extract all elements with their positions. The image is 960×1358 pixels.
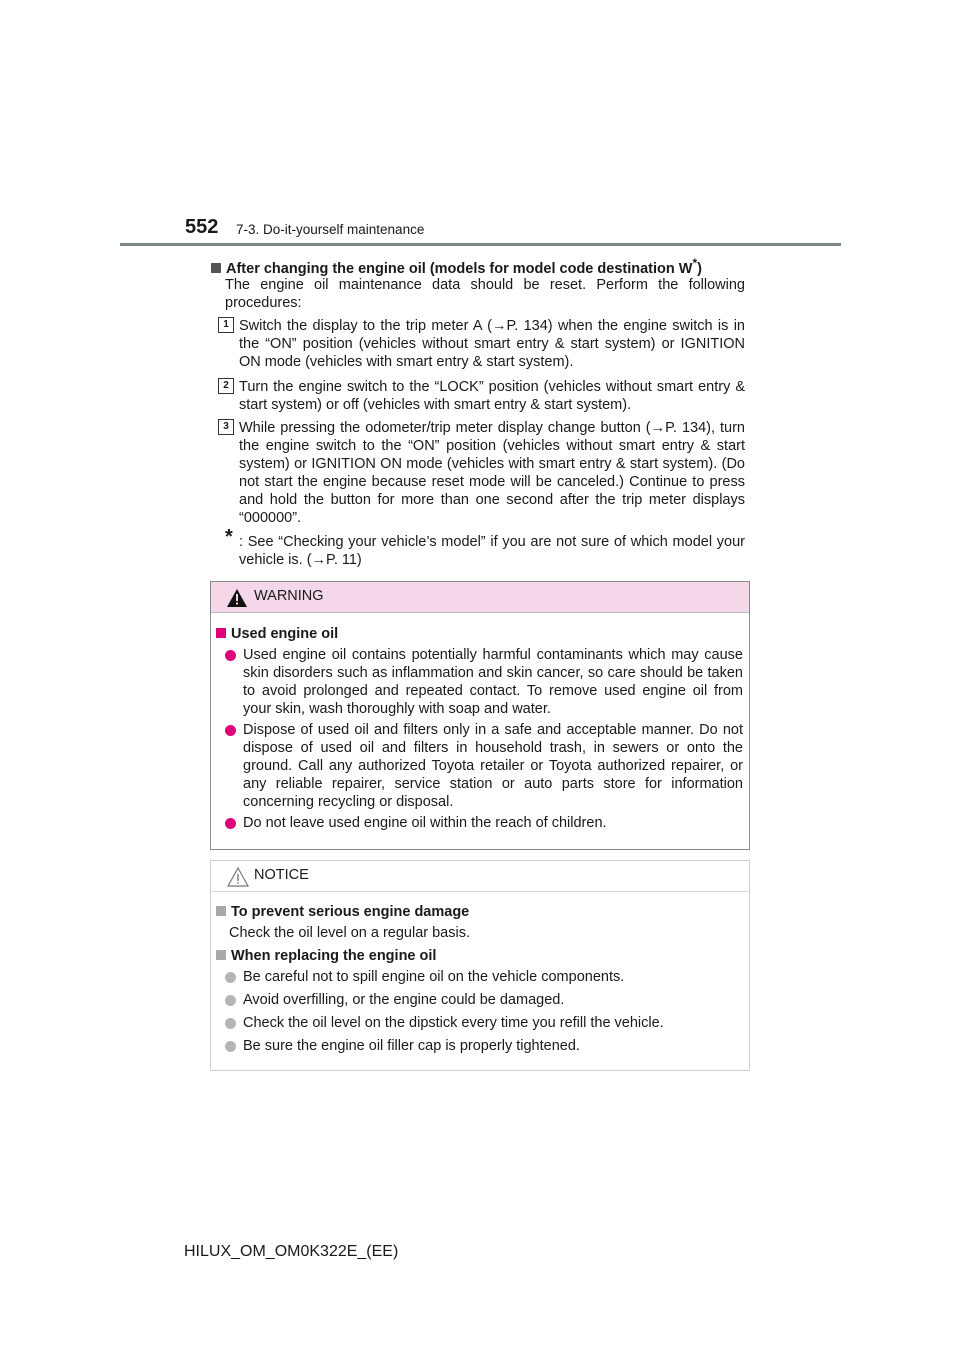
section-title: 7-3. Do-it-yourself maintenance	[236, 222, 425, 237]
document-code: HILUX_OM_OM0K322E_(EE)	[184, 1243, 399, 1260]
warning-heading-text: Used engine oil	[231, 626, 339, 642]
notice-header	[211, 861, 749, 892]
notice-heading-1-text: To prevent serious engine damage	[231, 904, 470, 920]
heading-footnote-mark: *	[692, 256, 698, 270]
notice-text-1: Check the oil level on a regular basis.	[229, 925, 470, 941]
notice-square-icon	[216, 950, 226, 960]
notice-bullet-1: Be careful not to spill engine oil on the vehicle components.	[243, 969, 625, 985]
step-1-text: Switch the display to the trip meter A (→P. 134) when the engine switch is in the “ON” position (vehicles without smart entry & start system) or IGNITION ON mode (vehicles with smart entry & start system).	[239, 318, 745, 370]
bullet-icon	[225, 725, 236, 736]
warning-bullet-3: Do not leave used engine oil within the reach of children.	[243, 815, 607, 831]
warning-triangle-icon	[227, 589, 247, 607]
warning-box	[210, 581, 750, 850]
notice-triangle-icon	[227, 867, 249, 887]
warning-heading	[216, 626, 338, 642]
notice-heading-1	[216, 904, 469, 920]
page-number: 552	[185, 216, 219, 238]
notice-heading-2-text: When replacing the engine oil	[231, 948, 437, 964]
procedure-heading	[211, 256, 771, 277]
step-2-number: 2	[218, 378, 234, 394]
heading-close: )	[697, 260, 702, 277]
notice-bullet-2: Avoid overfilling, or the engine could be damaged.	[243, 992, 565, 1008]
step-1-number: 1	[218, 317, 234, 333]
bullet-icon	[225, 818, 236, 829]
warning-title: WARNING	[254, 588, 324, 604]
bullet-icon	[225, 995, 236, 1006]
procedure-heading-text: After changing the engine oil (models for model code destination W	[226, 260, 693, 277]
header-rule	[120, 243, 841, 246]
bullet-icon	[225, 972, 236, 983]
notice-bullet-4: Be sure the engine oil filler cap is properly tightened.	[243, 1038, 580, 1054]
bullet-icon	[225, 1041, 236, 1052]
step-3-text: While pressing the odometer/trip meter display change button (→P. 134), turn the engine switch to the “ON” position (vehicles without smart entry & start system) or IGNITION ON mode (vehicles with smart entry & start system). (Do not start the engine because reset mode will be canceled.) Continue to press and hold the button for more than one second after the trip meter displays “000000”.	[239, 420, 745, 526]
notice-square-icon	[216, 906, 226, 916]
notice-bullet-3: Check the oil level on the dipstick every time you refill the vehicle.	[243, 1015, 664, 1031]
notice-box	[210, 860, 750, 1071]
bullet-icon	[225, 650, 236, 661]
step-3-number: 3	[218, 419, 234, 435]
heading-square-icon	[211, 263, 221, 273]
notice-title: NOTICE	[254, 867, 309, 883]
footnote-text: : See “Checking your vehicle’s model” if you are not sure of which model your vehicle is. (→P. 11)	[239, 534, 745, 568]
warning-header	[211, 582, 749, 613]
notice-heading-2	[216, 948, 436, 964]
bullet-icon	[225, 1018, 236, 1029]
warning-bullet-2: Dispose of used oil and filters only in a safe and acceptable manner. Do not dispose of used oil and filters in household trash, in sewers or onto the ground. Call any authorized Toyota retailer or Toyota authorized repairer, or any reliable repairer, service station or auto parts store for information concerning recycling or disposal.	[243, 722, 743, 810]
warning-bullet-1: Used engine oil contains potentially harmful contaminants which may cause skin disorders such as inflammation and skin cancer, so care should be taken to avoid prolonged and repeated contact. To remove used engine oil from your skin, wash thoroughly with soap and water.	[243, 647, 743, 717]
footnote-mark: *	[225, 526, 233, 548]
warning-square-icon	[216, 628, 226, 638]
intro-paragraph: The engine oil maintenance data should be reset. Perform the following procedures:	[225, 277, 745, 311]
step-2-text: Turn the engine switch to the “LOCK” position (vehicles without smart entry & start system) or off (vehicles with smart entry & start system).	[239, 379, 745, 413]
